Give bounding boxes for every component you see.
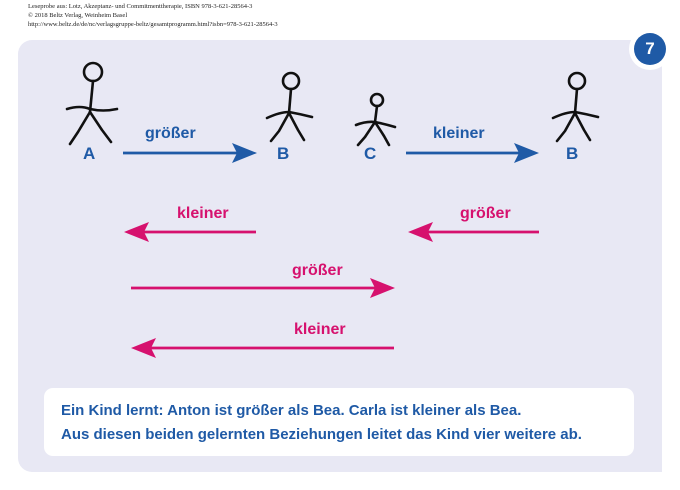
arrow-b-to-c xyxy=(408,222,539,242)
arrow-c-to-b xyxy=(406,143,539,163)
caption-box xyxy=(44,388,634,456)
stick-figure-c xyxy=(356,94,395,145)
label-b-left: B xyxy=(277,144,290,163)
relation-label-c-a: kleiner xyxy=(294,321,346,338)
relation-label-a-b: größer xyxy=(145,125,196,142)
source-line-1: Leseprobe aus: Lotz, Akzeptanz- und Commitmenttherapie, ISBN 978-3-621-28564-3 xyxy=(28,3,253,10)
label-c: C xyxy=(364,144,377,163)
label-a: A xyxy=(83,144,96,163)
stick-figure-b-right xyxy=(553,73,598,141)
arrow-a-to-b xyxy=(123,143,257,163)
relation-label-c-b: kleiner xyxy=(433,125,485,142)
stick-figure-b-left xyxy=(267,73,312,141)
arrow-a-to-c xyxy=(131,278,395,298)
source-line-2: © 2018 Beltz Verlag, Weinheim Basel xyxy=(28,12,128,19)
relation-label-b-c: größer xyxy=(460,205,511,222)
stick-figure-a xyxy=(67,63,117,144)
relation-label-b-a: kleiner xyxy=(177,205,229,222)
label-b-right: B xyxy=(566,144,579,163)
arrow-b-to-a xyxy=(124,222,256,242)
relation-label-a-c: größer xyxy=(292,262,343,279)
caption-line-2: Aus diesen beiden gelernten Beziehungen leitet das Kind vier weitere ab. xyxy=(61,426,582,443)
caption-line-1: Ein Kind lernt: Anton ist größer als Bea. Carla ist kleiner als Bea. xyxy=(61,402,522,419)
page-number: 7 xyxy=(634,33,666,65)
source-line-3: http://www.beltz.de/de/nc/verlagsgruppe-beltz/gesamtprogramm.html?isbn=978-3-621-28564-3 xyxy=(28,21,278,28)
arrow-c-to-a xyxy=(131,338,394,358)
